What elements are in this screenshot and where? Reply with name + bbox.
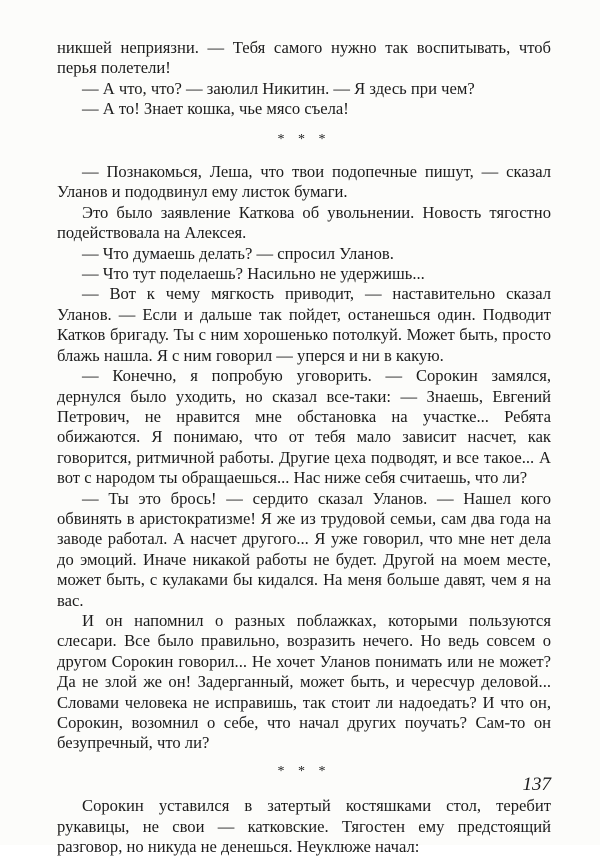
paragraph: — Вот к чему мягкость приводит, — наставительно сказал Уланов. — Если и дальше так пойдет, останешься один. Подводит Катков бригаду. Ты с ним хорошенько потолкуй. Может быть, просто блажь нашла. Я с ним говорил — уперся и ни в какую. (57, 284, 551, 365)
paragraph: — Что думаешь делать? — спросил Уланов. (82, 243, 394, 263)
page-text (57, 38, 551, 857)
paragraph: Это было заявление Каткова об увольнении. Новость тягостно подействовала на Алексея. (57, 202, 551, 243)
paragraph: И он напомнил о разных поблажках, которыми пользуются слесари. Все было правильно, возразить нечего. Но ведь совсем о другом Сорокин говорил... Не хочет Уланов понимать или не может? Да не злой же он! Задерганный, может быть, и чересчур деловой... Словами человека не исправишь, так стоит ли надоедать? И что он, Сорокин, возомнил о себе, что начал других поучать? Сам-то он безупречный, что ли? (57, 610, 551, 753)
paragraph: — А что, что? — заюлил Никитин. — Я здесь при чем? (82, 78, 475, 98)
section-separator: * * * (277, 763, 331, 779)
paragraph: — А то! Знает кошка, чье мясо съела! (82, 99, 349, 119)
page-number: 137 (522, 774, 551, 795)
paragraph: — Познакомься, Леша, что твои подопечные пишут, — сказал Уланов и пододвинул ему листок бумаги. (57, 162, 551, 202)
paragraph: никшей неприязни. — Тебя самого нужно так воспитывать, чтоб перья полетели! (57, 38, 551, 78)
section-separator: * * * (277, 131, 331, 147)
paragraph: Сорокин уставился в затертый костяшками стол, теребит рукавицы, не свои — катковские. Тягостен ему предстоящий разговор, но никуда не денешься. Неуклюже начал: (57, 796, 551, 857)
paragraph: — Конечно, я попробую уговорить. — Сорокин замялся, дернулся было уходить, но сказал все-таки: — Знаешь, Евгений Петрович, не нравится мне обстановка на участке... Ребята обижаются. Я понимаю, что от тебя мало зависит насчет, как говорится, ритмичной работы. Другие цеха подводят, и все такое... А вот с народом ты обращаешься... Нас ниже себя считаешь, что ли? (57, 366, 551, 488)
paragraph: — Что тут поделаешь? Насильно не удержишь... (82, 264, 425, 284)
paragraph: — Ты это брось! — сердито сказал Уланов. — Нашел кого обвинять в аристократизме! Я же из трудовой семьи, сам два года на заводе работал. А насчет другого... Я уже говорил, что мне нет дела до эмоций. Иначе никакой работы не будет. Другой на моем месте, может быть, с кулаками бы кидался. На меня больше давят, чем я на вас. (57, 488, 551, 610)
